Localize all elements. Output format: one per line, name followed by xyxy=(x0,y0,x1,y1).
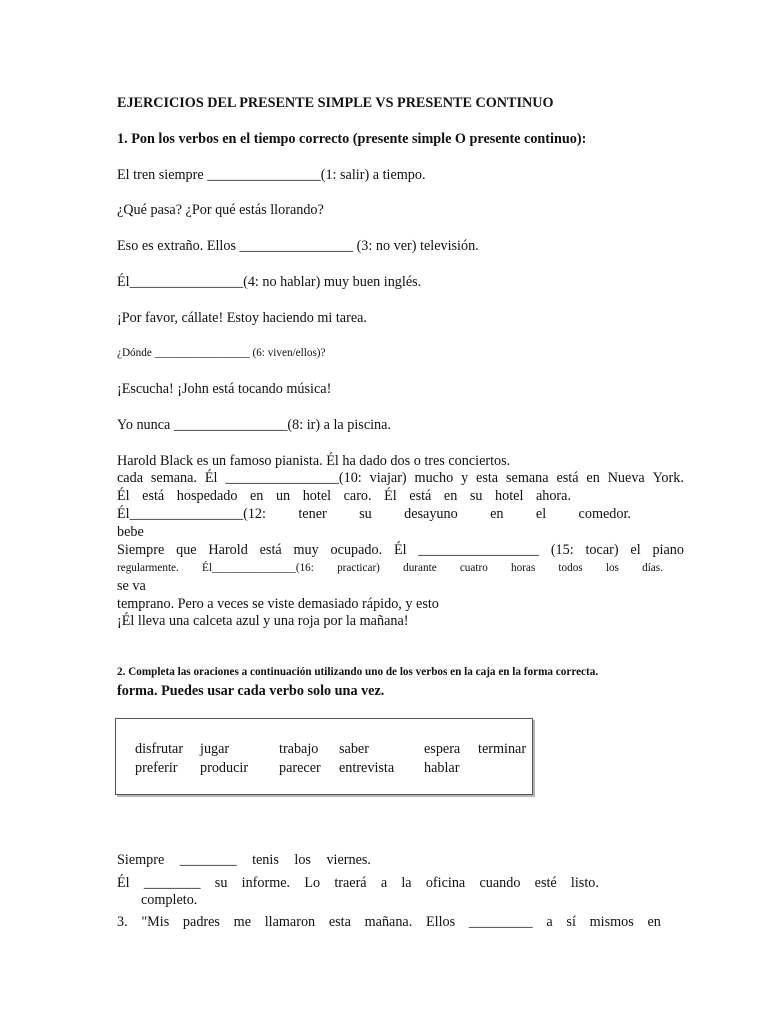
document-title: EJERCICIOS DEL PRESENTE SIMPLE VS PRESENTE CONTINUO xyxy=(117,95,554,111)
word: Él________________(12: xyxy=(117,506,266,522)
word: los xyxy=(294,852,311,868)
word: en xyxy=(586,470,600,486)
word: esta xyxy=(328,914,351,930)
word: oficina xyxy=(425,875,466,891)
word: está xyxy=(409,488,432,504)
word: los xyxy=(605,562,619,574)
word: tenis xyxy=(252,852,279,868)
sentence-3: Eso es extraño. Ellos ________________ (3: no ver) televisión. xyxy=(117,238,479,254)
word: mañana. xyxy=(364,914,413,930)
word: llamaron xyxy=(264,914,316,930)
sentence-5: ¡Por favor, cállate! Estoy haciendo mi tarea. xyxy=(117,310,367,326)
paragraph-line-justified xyxy=(117,506,631,523)
word: todos xyxy=(558,562,583,574)
word: un xyxy=(275,488,291,504)
word: viajar) xyxy=(369,470,407,486)
word: está xyxy=(259,542,282,558)
word: Lo xyxy=(304,875,321,891)
paragraph-line-justified xyxy=(117,560,663,577)
verb-option: terminar xyxy=(478,741,527,757)
word: muy xyxy=(293,542,319,558)
word: cuatro xyxy=(459,562,488,574)
word: _________ xyxy=(468,914,533,930)
word: ahora. xyxy=(535,488,571,504)
word: su xyxy=(359,506,372,522)
word: el xyxy=(535,506,547,522)
word: listo. xyxy=(570,875,599,891)
word: esta xyxy=(476,470,499,486)
word: piano xyxy=(652,542,684,558)
word: mismos xyxy=(589,914,634,930)
word: está xyxy=(142,488,165,504)
word: comedor. xyxy=(578,506,631,522)
word: está xyxy=(556,470,579,486)
paragraph-line-justified xyxy=(117,488,571,505)
word: Siempre xyxy=(117,542,165,558)
sentence-6: ¿Dónde _________________ (6: viven/ellos)? xyxy=(117,347,326,359)
exercise-2-sentence-3 xyxy=(117,914,661,931)
verb-option: disfrutar xyxy=(135,741,184,757)
word: informe. xyxy=(241,875,291,891)
word: hotel xyxy=(302,488,332,504)
exercise-2-sentence-2 xyxy=(117,875,599,892)
word: a xyxy=(380,875,388,891)
verb-option: jugar xyxy=(200,741,230,757)
word: mucho xyxy=(414,470,454,486)
word: ocupado. xyxy=(330,542,383,558)
word: ________________(10: xyxy=(225,470,362,486)
verb-word-box xyxy=(115,718,533,795)
word: Siempre xyxy=(117,852,165,868)
verb-option: entrevista xyxy=(339,760,395,776)
word: ________ xyxy=(179,852,237,868)
word: Él_______________(16: xyxy=(202,562,314,574)
word: Nueva xyxy=(607,470,645,486)
word: que xyxy=(176,542,197,558)
word: días. xyxy=(642,562,663,574)
verb-option: espera xyxy=(424,741,461,757)
paragraph-line: bebe xyxy=(117,524,144,540)
word: (15: xyxy=(550,542,574,558)
word: Harold xyxy=(208,542,248,558)
word: sí xyxy=(566,914,576,930)
paragraph-line: Harold Black es un famoso pianista. Él ha dado dos o tres conciertos. xyxy=(117,453,511,469)
word: el xyxy=(630,542,641,558)
sentence-7: ¡Escucha! ¡John está tocando música! xyxy=(117,381,332,397)
sentence-4: Él________________(4: no hablar) muy buen inglés. xyxy=(117,274,422,290)
word: en xyxy=(443,488,458,504)
word: Él xyxy=(204,470,218,486)
verb-option: preferir xyxy=(135,760,178,776)
word: cada xyxy=(117,470,143,486)
sentence-8: Yo nunca ________________(8: ir) a la piscina. xyxy=(117,417,391,433)
word: en xyxy=(250,488,264,504)
word: hospedado xyxy=(176,488,238,504)
word: su xyxy=(469,488,483,504)
word: tocar) xyxy=(585,542,619,558)
word: semana xyxy=(506,470,549,486)
verb-option: saber xyxy=(339,741,369,757)
word: esté xyxy=(534,875,557,891)
word: horas xyxy=(510,562,536,574)
paragraph-line-justified xyxy=(117,470,684,487)
word: cuando xyxy=(479,875,521,891)
word: ________ xyxy=(143,875,201,891)
word: Él xyxy=(393,542,407,558)
verb-option: producir xyxy=(200,760,249,776)
word: viernes. xyxy=(326,852,371,868)
word: "Mis xyxy=(141,914,170,930)
word: practicar) xyxy=(337,562,380,574)
word: a xyxy=(546,914,553,930)
paragraph-line: ¡Él lleva una calceta azul y una roja por la mañana! xyxy=(117,613,409,629)
word: 3. xyxy=(117,914,128,930)
word: traerá xyxy=(334,875,367,891)
word: regularmente. xyxy=(117,562,179,574)
sentence-2: ¿Qué pasa? ¿Por qué estás llorando? xyxy=(117,202,324,218)
word: hotel xyxy=(495,488,524,504)
word: semana. xyxy=(150,470,197,486)
word: en xyxy=(647,914,661,930)
word: _________________ xyxy=(418,542,539,558)
word: y xyxy=(461,470,469,486)
exercise-2-sentence-1 xyxy=(117,852,371,869)
word: caro. xyxy=(343,488,372,504)
exercise-2-sentence-2-cont: completo. xyxy=(141,892,198,908)
paragraph-line: temprano. Pero a veces se viste demasiado rápido, y esto xyxy=(117,596,439,612)
sentence-1: El tren siempre ________________(1: salir) a tiempo. xyxy=(117,167,426,183)
word: Él xyxy=(117,488,130,504)
word: Él xyxy=(117,875,130,891)
word: padres xyxy=(182,914,220,930)
word: la xyxy=(401,875,412,891)
word: durante xyxy=(403,562,437,574)
verb-option: trabajo xyxy=(279,741,319,757)
word: Ellos xyxy=(425,914,456,930)
word: en xyxy=(490,506,504,522)
exercise-2-heading-cont: forma. Puedes usar cada verbo solo una vez. xyxy=(117,683,385,699)
word: York. xyxy=(652,470,684,486)
verb-option: parecer xyxy=(279,760,321,776)
exercise-1-heading: 1. Pon los verbos en el tiempo correcto (presente simple O presente continuo): xyxy=(117,131,587,147)
word: desayuno xyxy=(404,506,458,522)
word: me xyxy=(233,914,251,930)
paragraph-line-justified xyxy=(117,542,684,559)
word: Él xyxy=(384,488,397,504)
exercise-2-heading: 2. Completa las oraciones a continuación utilizando uno de los verbos en la caja en la forma correcta. xyxy=(117,666,599,678)
word: tener xyxy=(298,506,327,522)
paragraph-line: se va xyxy=(117,578,146,594)
verb-option: hablar xyxy=(424,760,460,776)
word: su xyxy=(214,875,228,891)
